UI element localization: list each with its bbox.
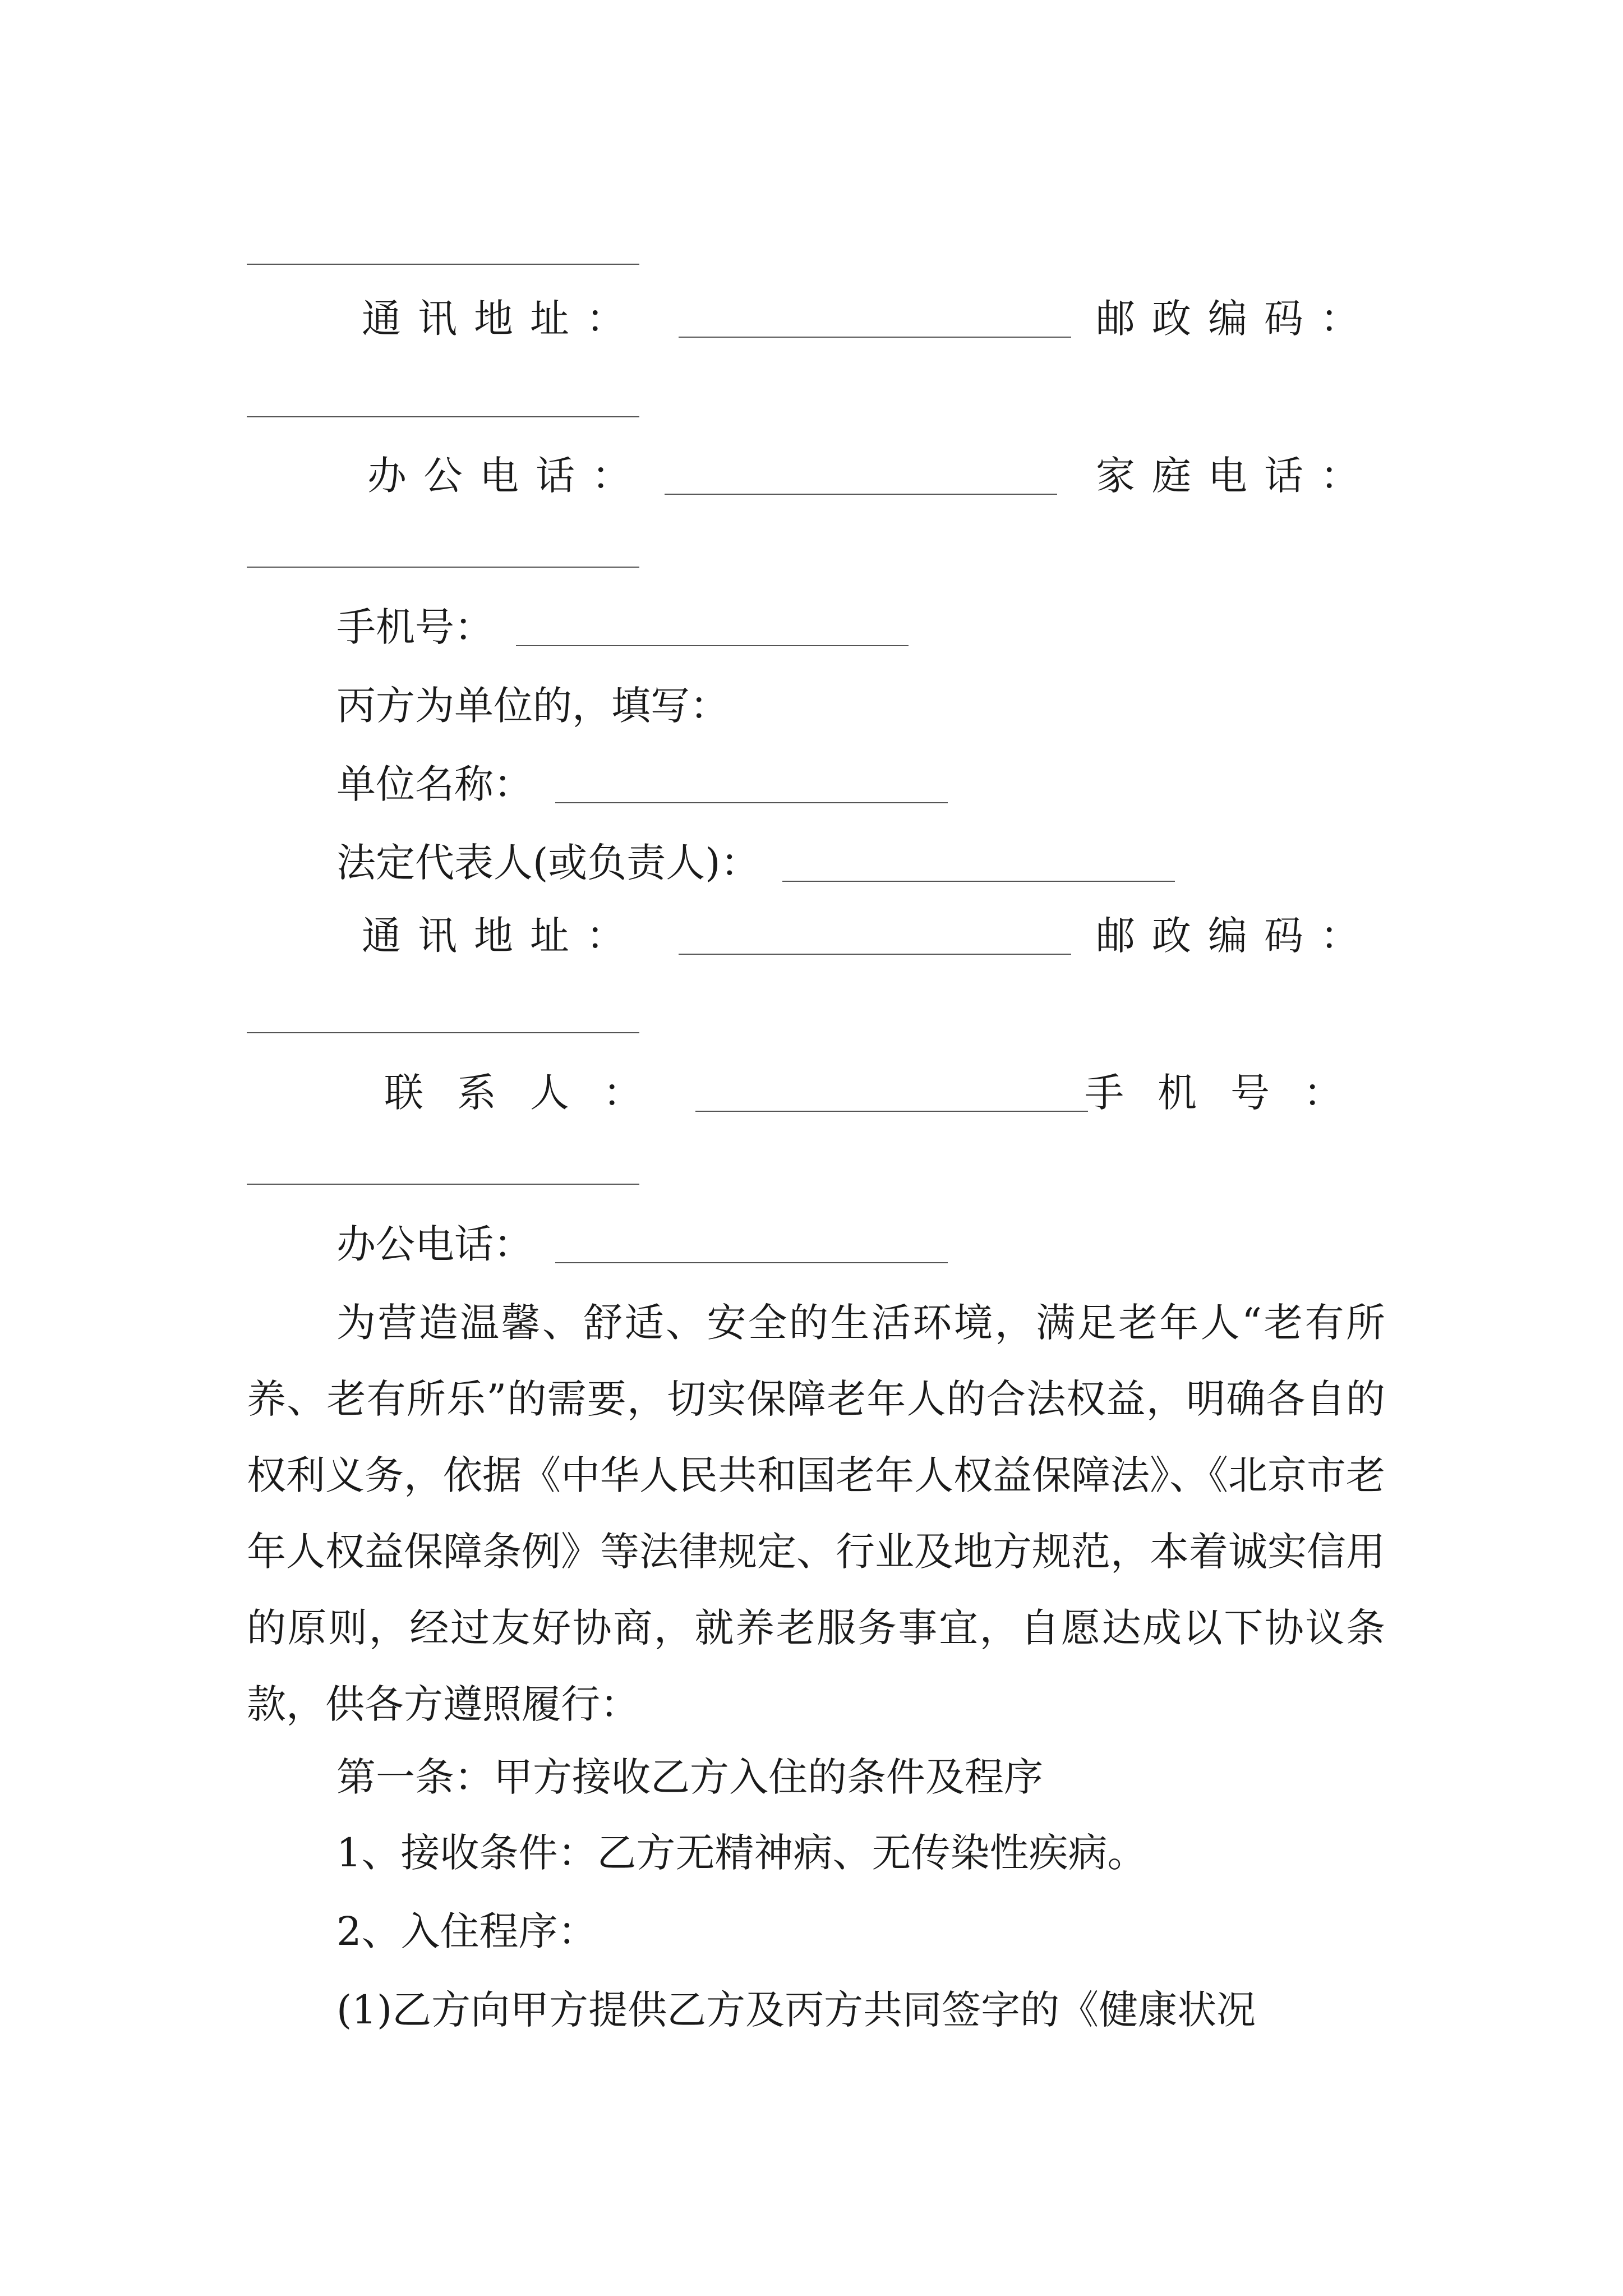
address-postal-row (247, 292, 1376, 346)
office-phone-field[interactable] (665, 494, 1057, 495)
unit-name-row (336, 757, 948, 811)
postal-code-field[interactable] (247, 416, 639, 417)
mobile-field[interactable] (516, 645, 909, 646)
office-home-phone-row (247, 449, 1376, 503)
unit-postal-code-label: 邮政编码： (1096, 913, 1376, 959)
address-field[interactable] (679, 337, 1071, 338)
contact-field[interactable] (695, 1111, 1088, 1112)
unit-office-phone-row (336, 1217, 948, 1271)
legal-rep-label: 法定代表人(或负责人)： (336, 840, 760, 886)
home-phone-field[interactable] (247, 567, 639, 568)
unit-address-field[interactable] (679, 954, 1071, 955)
article-1-title: 第一条：甲方接收乙方入住的条件及程序 (336, 1754, 1043, 1800)
article-1-item-1: 1、接收条件：乙方无精神病、无传染性疾病。 (336, 1830, 1147, 1876)
contact-mobile-row (247, 1066, 1376, 1120)
preamble-paragraph: 为营造温馨、舒适、安全的生活环境，满足老年人“老有所养、老有所乐”的需要，切实保障老年人的合法权益，明确各自的权利义务，依据《中华人民共和国老年人权益保障法》、《北京市老年人权益保障条例》等法律规定、行业及地方规范，本着诚实信用的原则，经过友好协商，就养老服务事宜，自愿达成以下协议条款，供各方遵照履行： (247, 1300, 1385, 1727)
postal-code-label: 邮政编码： (1096, 296, 1376, 342)
unit-office-phone-field[interactable] (555, 1262, 948, 1263)
unit-name-field[interactable] (555, 802, 948, 803)
mobile-label: 手机号： (336, 604, 494, 650)
unit-office-phone-label: 办公电话： (336, 1221, 533, 1267)
legal-rep-row (336, 836, 1175, 890)
unit-address-postal-row (247, 909, 1376, 963)
home-phone-label: 家庭电话： (1096, 453, 1376, 499)
unit-name-label: 单位名称： (336, 761, 533, 807)
contact-mobile-field[interactable] (247, 1184, 639, 1185)
legal-rep-field[interactable] (782, 881, 1175, 882)
unit-address-label: 通讯地址： (362, 913, 642, 959)
address-label: 通讯地址： (362, 296, 642, 342)
office-phone-label: 办公电话： (367, 453, 648, 499)
mobile-row (336, 600, 909, 654)
contact-mobile-label: 手机号： (1085, 1070, 1376, 1116)
contact-label: 联系人： (384, 1070, 676, 1116)
blank-line[interactable] (247, 264, 639, 265)
article-1-item-2: 2、入住程序： (336, 1908, 597, 1954)
article-1-item-2-1: (1)乙方向甲方提供乙方及丙方共同签字的《健康状况 (336, 1987, 1256, 2033)
unit-postal-code-field[interactable] (247, 1032, 639, 1033)
party-c-unit-note: 丙方为单位的，填写： (336, 683, 729, 729)
